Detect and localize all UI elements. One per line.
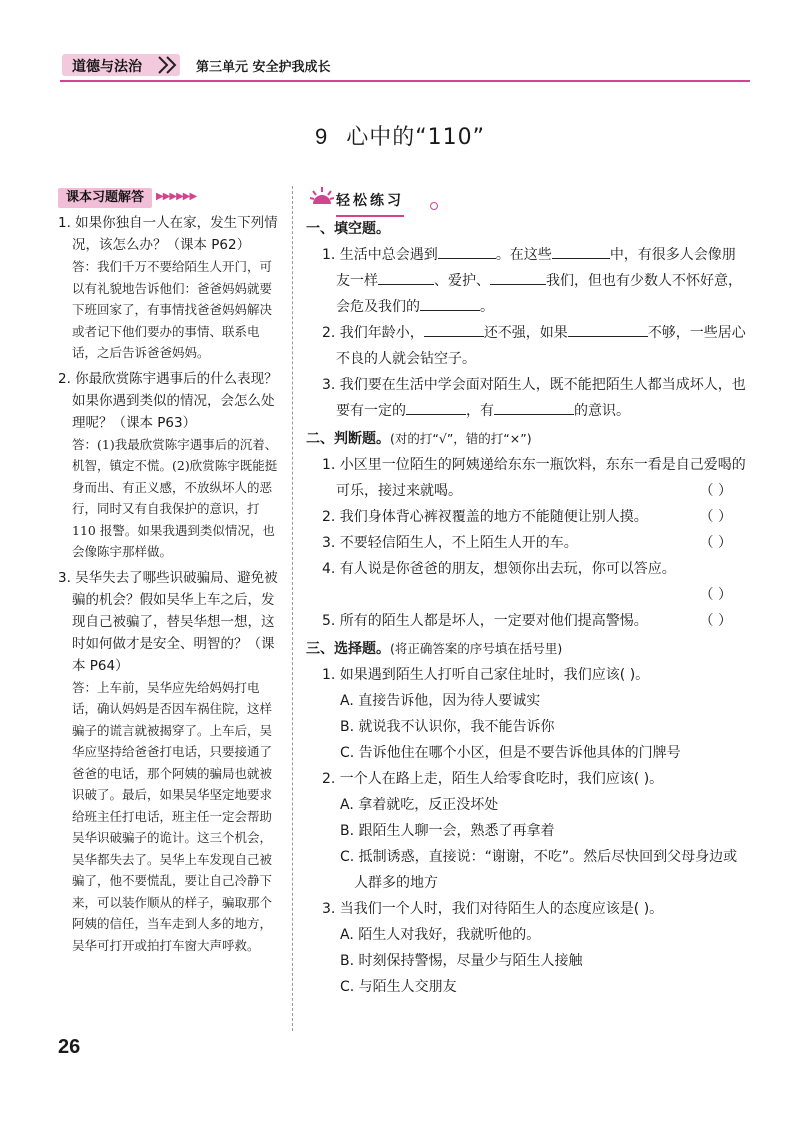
practice-title: 轻松练习 bbox=[336, 188, 404, 217]
circle-icon bbox=[430, 202, 438, 210]
choice-question-2 bbox=[306, 766, 746, 896]
answer-item-3 bbox=[58, 567, 282, 957]
option-b[interactable]: B. 时刻保持警惕，尽量少与陌生人接触 bbox=[340, 953, 583, 969]
unit-label: 第三单元 安全护我成长 bbox=[196, 60, 331, 75]
item-text: 。在这些 bbox=[495, 247, 552, 263]
option-c[interactable]: C. 与陌生人交朋友 bbox=[340, 979, 457, 995]
multiple-choice-title bbox=[306, 636, 746, 662]
item-text: 1. 生活中总会遇到 bbox=[322, 247, 438, 263]
header-rule bbox=[60, 80, 750, 82]
answer-parentheses[interactable]: （ ） bbox=[699, 483, 732, 499]
true-false-item-5 bbox=[306, 608, 746, 634]
lesson-title bbox=[0, 120, 800, 151]
part-title-text: 三、选择题。 bbox=[306, 641, 390, 657]
choice-question-1 bbox=[306, 662, 746, 766]
question-text: 3. 当我们一个人时，我们对待陌生人的态度应该是( )。 bbox=[322, 901, 664, 917]
item-text: 4. 有人说是你爸爸的朋友，想领你出去玩，你可以答应。 bbox=[322, 561, 676, 577]
item-text: 3. 不要轻信陌生人，不上陌生人开的车。 bbox=[322, 535, 578, 551]
item-text: 、爱护、 bbox=[434, 273, 490, 289]
double-chevron-icon bbox=[156, 54, 182, 76]
section-header bbox=[58, 186, 282, 208]
choice-question-3 bbox=[306, 896, 746, 1000]
part-note: (对的打“√”，错的打“×”) bbox=[390, 431, 532, 446]
answer-blank[interactable] bbox=[438, 242, 496, 259]
arrow-icon: ▶▶▶▶▶▶ bbox=[156, 191, 197, 202]
practice-header bbox=[306, 186, 746, 214]
true-false-item-1 bbox=[306, 452, 746, 504]
answer-parentheses[interactable]: （ ） bbox=[699, 587, 732, 603]
answer-blank[interactable] bbox=[490, 268, 546, 285]
page-header bbox=[60, 50, 750, 82]
answer-item-1 bbox=[58, 212, 282, 364]
option-b[interactable]: B. 跟陌生人聊一会，熟悉了再拿着 bbox=[340, 823, 555, 839]
option-c[interactable]: C. 抵制诱惑，直接说：“谢谢，不吃”。然后尽快回到父母身边或人群多的地方 bbox=[340, 849, 738, 891]
item-text: 不够，一些居心不良的人就会钻空子。 bbox=[336, 325, 746, 367]
option-a[interactable]: A. 直接告诉他，因为待人要诚实 bbox=[340, 693, 541, 709]
answer-text: 答：(1)我最欣赏陈宇遇事后的沉着、机智，镇定不慌。(2)欣赏陈宇既能挺身而出、有正义感，不放纵坏人的恶行，同时又有自我保护的意识，打 110 报警。如果我遇到类似情况，也会像陈宇那样做。 bbox=[72, 436, 278, 559]
item-text: 5. 所有的陌生人都是坏人，一定要对他们提高警惕。 bbox=[322, 613, 648, 629]
item-text: 3. 我们要在生活中学会面对陌生人，既不能把陌生人都当成坏人，也要有一定的 bbox=[322, 377, 746, 419]
true-false-item-4 bbox=[306, 556, 746, 608]
answer-item-2 bbox=[58, 368, 282, 563]
answer-parentheses[interactable]: （ ） bbox=[699, 535, 732, 551]
option-b[interactable]: B. 就说我不认识你，我不能告诉你 bbox=[340, 719, 555, 735]
true-false-item-3 bbox=[306, 530, 746, 556]
item-text: 1. 小区里一位陌生的阿姨递给东东一瓶饮料，东东一看是自己爱喝的可乐，接过来就喝。 bbox=[322, 457, 746, 499]
part-note: (将正确答案的序号填在括号里) bbox=[390, 641, 563, 656]
sun-icon bbox=[310, 186, 334, 208]
answer-blank[interactable] bbox=[378, 268, 434, 285]
question-text: 1. 如果遇到陌生人打听自己家住址时，我们应该( )。 bbox=[322, 667, 650, 683]
column-divider bbox=[292, 186, 293, 1031]
section-badge: 课本习题解答 bbox=[58, 188, 152, 208]
true-false-title bbox=[306, 426, 746, 452]
question-text: 2. 你最欣赏陈宇遇事后的什么表现？如果你遇到类似的情况，会怎么处理呢？（课本 P63） bbox=[58, 370, 278, 431]
fill-in-item-1 bbox=[306, 242, 746, 320]
answer-parentheses[interactable]: （ ） bbox=[699, 509, 732, 525]
question-text: 2. 一个人在路上走，陌生人给零食吃时，我们应该( )。 bbox=[322, 771, 664, 787]
textbook-answers-column bbox=[58, 186, 282, 956]
item-text: 还不强，如果 bbox=[483, 325, 568, 341]
question-text: 1. 如果你独自一人在家，发生下列情况，该怎么办？（课本 P62） bbox=[58, 215, 278, 253]
page-number: 26 bbox=[58, 1036, 81, 1058]
option-a[interactable]: A. 陌生人对我好，我就听他的。 bbox=[340, 927, 541, 943]
practice-column bbox=[306, 186, 746, 1000]
answer-parentheses[interactable]: （ ） bbox=[699, 613, 732, 629]
fill-in-item-3 bbox=[306, 372, 746, 424]
true-false-item-2 bbox=[306, 504, 746, 530]
item-text: 的意识。 bbox=[574, 403, 630, 419]
lesson-number: 9 bbox=[314, 124, 329, 149]
fill-in-title: 一、填空题。 bbox=[306, 221, 390, 237]
item-text: 2. 我们年龄小， bbox=[322, 325, 424, 341]
answer-blank[interactable] bbox=[552, 242, 610, 259]
lesson-title-text: 心中的“110” bbox=[346, 125, 486, 150]
answer-blank[interactable] bbox=[494, 398, 574, 415]
item-text: ，有 bbox=[466, 403, 494, 419]
answer-text: 答：上车前，吴华应先给妈妈打电话，确认妈妈是否因车祸住院，这样骗子的谎言就被揭穿了。上车后，吴华应坚持给爸爸打电话，只要接通了爸爸的电话，那个阿姨的骗局也就被识破了。最后，如果吴华坚定地要求给班主任打电话，班主任一定会帮助吴华识破骗子的诡计。这三个机会，吴华都失去了。吴华上车发现自己被骗了，他不要慌乱，要让自己冷静下来，可以装作顺从的样子，骗取那个阿姨的信任，当车走到人多的地方，吴华可打开或拍打车窗大声呼救。 bbox=[72, 679, 273, 953]
answer-blank[interactable] bbox=[424, 320, 484, 337]
question-text: 3. 吴华失去了哪些识破骗局、避免被骗的机会？假如吴华上车之后，发现自己被骗了，替吴华想一想，这时如何做才是安全、明智的？（课本 P64） bbox=[58, 569, 278, 674]
answer-text: 答：我们千万不要给陌生人开门，可以有礼貌地告诉他们：爸爸妈妈就要下班回家了，有事情找爸爸妈妈解决或者记下他们要办的事情、联系电话，之后告诉爸爸妈妈。 bbox=[72, 259, 273, 360]
answer-blank[interactable] bbox=[420, 294, 480, 311]
item-text: 我们，但也有少数人不怀好意，会危及我们的 bbox=[336, 273, 742, 315]
item-text: 。 bbox=[480, 299, 494, 315]
option-a[interactable]: A. 拿着就吃，反正没坏处 bbox=[340, 797, 499, 813]
item-text: 中，有很多人会像朋友一样 bbox=[336, 247, 736, 289]
option-c[interactable]: C. 告诉他住在哪个小区，但是不要告诉他具体的门牌号 bbox=[340, 745, 681, 761]
fill-in-item-2 bbox=[306, 320, 746, 372]
item-text: 2. 我们身体背心裤衩覆盖的地方不能随便让别人摸。 bbox=[322, 509, 648, 525]
part-title-text: 二、判断题。 bbox=[306, 431, 390, 447]
answer-blank[interactable] bbox=[568, 320, 648, 337]
answer-blank[interactable] bbox=[406, 398, 466, 415]
subject-label: 道德与法治 bbox=[72, 59, 142, 75]
